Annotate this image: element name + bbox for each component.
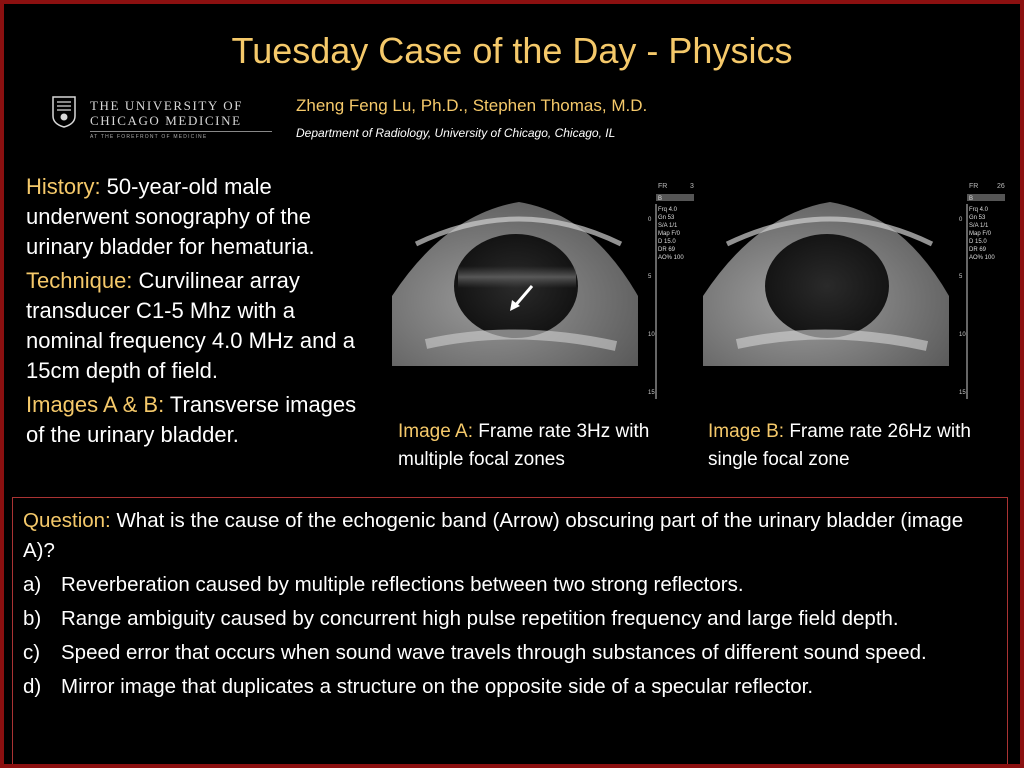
question-text: What is the cause of the echogenic band (Arrow) obscuring part of the urinary bladder (image A)? — [23, 509, 964, 562]
param-a-5: D 15.0 — [658, 239, 676, 245]
history-label: History: — [26, 174, 101, 199]
caption-b-text: Frame rate 26Hz with single focal zone — [708, 421, 971, 470]
param-a-6: DR 69 — [658, 247, 676, 253]
caption-image-a — [398, 418, 688, 474]
caption-b-label: Image B: — [708, 421, 785, 442]
param-a-0: B — [658, 196, 663, 202]
department: Department of Radiology, University of Chicago, Chicago, IL — [296, 126, 616, 140]
shield-icon — [52, 96, 76, 128]
history-text: 50-year-old male underwent sonography of the urinary bladder for hematuria. — [26, 174, 315, 259]
param-a-1: Frq 4.0 — [658, 207, 678, 213]
option-letter: d) — [23, 675, 42, 698]
option-text: Range ambiguity caused by concurrent high pulse repetition frequency and large field depth. — [61, 607, 899, 630]
param-a-2: Gn 53 — [658, 215, 675, 221]
logo-line-2: CHICAGO MEDICINE — [90, 113, 242, 128]
authors: Zheng Feng Lu, Ph.D., Stephen Thomas, M.D. — [296, 96, 648, 115]
slide-title: Tuesday Case of the Day - Physics — [231, 30, 793, 71]
option-letter: a) — [23, 573, 42, 596]
fr-label-a: FR — [658, 183, 668, 190]
param-b-2: Gn 53 — [969, 215, 986, 221]
depth-a-5: 5 — [648, 274, 652, 280]
option-letter: c) — [23, 641, 41, 664]
param-a-4: Map F/0 — [658, 231, 681, 237]
caption-a-text: Frame rate 3Hz with multiple focal zones — [398, 421, 650, 470]
technique-label: Technique: — [26, 268, 133, 293]
depth-b-10: 10 — [959, 332, 966, 338]
caption-image-b — [708, 418, 998, 474]
answer-option-a[interactable] — [23, 570, 997, 600]
answer-option-b[interactable] — [23, 604, 997, 634]
param-b-1: Frq 4.0 — [969, 207, 989, 213]
question-paragraph — [23, 506, 997, 566]
param-b-7: AO% 100 — [969, 255, 995, 261]
caption-a-label: Image A: — [398, 421, 473, 442]
depth-a-0: 0 — [648, 217, 652, 223]
answer-option-c[interactable] — [23, 638, 997, 668]
case-description — [26, 172, 371, 454]
option-text: Reverberation caused by multiple reflections between two strong reflectors. — [61, 573, 744, 596]
answer-option-d[interactable] — [23, 672, 997, 702]
images-label: Images A & B: — [26, 392, 165, 417]
depth-b-15: 15 — [959, 390, 966, 396]
fr-label-b: FR — [969, 183, 979, 190]
images-text: Transverse images of the urinary bladder. — [26, 392, 357, 447]
param-b-6: DR 69 — [969, 247, 987, 253]
technique-text: Curvilinear array transducer C1-5 Mhz with a nominal frequency 4.0 MHz and a 15cm depth of field. — [26, 268, 355, 383]
history-paragraph — [26, 172, 371, 262]
ultrasound-image-a — [386, 174, 698, 400]
param-a-7: AO% 100 — [658, 255, 684, 261]
param-b-4: Map F/0 — [969, 231, 992, 237]
ultrasound-image-b — [697, 174, 1009, 400]
question-label: Question: — [23, 509, 111, 532]
question-box — [12, 497, 1008, 766]
fr-value-a: 3 — [690, 183, 694, 190]
technique-paragraph — [26, 266, 371, 386]
depth-a-15: 15 — [648, 390, 655, 396]
university-logo — [52, 96, 277, 144]
param-a-3: S/A 1/1 — [658, 223, 678, 229]
option-text: Mirror image that duplicates a structure on the opposite side of a specular reflector. — [61, 675, 814, 698]
param-b-0: B — [969, 196, 974, 202]
option-text: Speed error that occurs when sound wave travels through substances of different sound speed. — [61, 641, 927, 664]
logo-line-1: THE UNIVERSITY OF — [90, 98, 244, 113]
depth-b-0: 0 — [959, 217, 963, 223]
param-b-5: D 15.0 — [969, 239, 987, 245]
images-paragraph — [26, 390, 371, 450]
fr-value-b: 26 — [997, 183, 1005, 190]
depth-a-10: 10 — [648, 332, 655, 338]
option-letter: b) — [23, 607, 42, 630]
logo-divider — [90, 131, 272, 132]
depth-b-5: 5 — [959, 274, 963, 280]
logo-tagline: AT THE FOREFRONT OF MEDICINE — [90, 134, 208, 140]
param-b-3: S/A 1/1 — [969, 223, 989, 229]
